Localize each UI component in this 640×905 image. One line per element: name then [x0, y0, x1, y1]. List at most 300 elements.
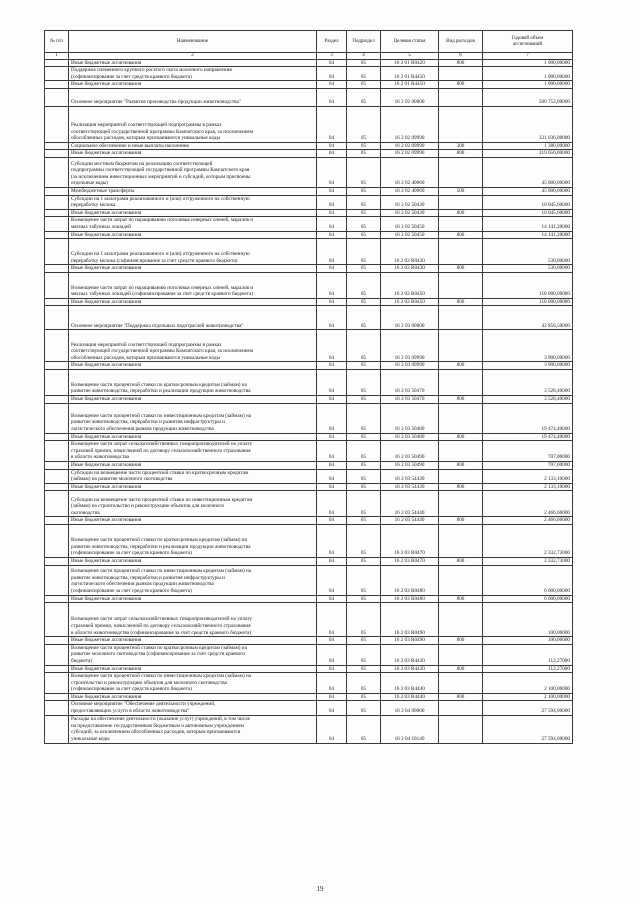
- row-name-line: Иные бюджетные ассигнования: [71, 59, 142, 66]
- row-name-cell: [69, 370, 317, 396]
- col-target-header: Целевая статья: [381, 31, 439, 53]
- target-article-cell: 16 2 03 50480: [381, 403, 439, 433]
- row-name-cell: [69, 644, 317, 665]
- section-cell: 04: [317, 239, 347, 265]
- subsection-cell: 05: [347, 644, 381, 665]
- subsection-cell: 05: [347, 603, 381, 637]
- row-number-cell: [45, 396, 69, 404]
- row-name-cell: [69, 306, 317, 330]
- amount-cell: 3 528,40000: [483, 396, 573, 404]
- amount-cell: 1 000,00000: [483, 67, 573, 81]
- row-name-line: Иные бюджетные ассигнования: [71, 396, 142, 402]
- expense-type-cell: [439, 603, 483, 637]
- target-article-cell: 16 2 03 09990: [381, 362, 439, 370]
- subsection-cell: 05: [347, 637, 381, 645]
- row-name-line: (за исключением инвестиционных мероприятий и субсидий, которым присвоены: [71, 173, 251, 180]
- row-name-line: логистического обеспечения рынков продукции животноводства: [71, 581, 214, 588]
- table-row: [45, 142, 573, 150]
- row-number-cell: [45, 517, 69, 525]
- row-name-line: развитие животноводства, переработки и развития инфраструктуры и: [71, 574, 225, 581]
- amount-header-line1: Годовой объем: [511, 35, 544, 41]
- row-name-line: Основное мероприятие "Обеспечение деятельности учреждений,: [71, 701, 216, 708]
- amount-cell: 6 000,00000: [483, 595, 573, 603]
- section-cell: 04: [317, 195, 347, 209]
- expense-type-cell: 800: [439, 265, 483, 273]
- section-cell: 04: [317, 665, 347, 673]
- expense-type-cell: [439, 67, 483, 81]
- expense-type-cell: [439, 330, 483, 362]
- section-cell: 04: [317, 595, 347, 603]
- table-row: [45, 673, 573, 694]
- row-name-line: Иные бюджетные ассигнования: [71, 665, 142, 672]
- section-cell: 04: [317, 67, 347, 81]
- table-row: [45, 469, 573, 483]
- section-cell: 04: [317, 272, 347, 298]
- subsection-cell: 05: [347, 701, 381, 715]
- table-row: [45, 396, 573, 404]
- section-cell: 04: [317, 142, 347, 150]
- target-article-cell: 16 2 03 00000: [381, 306, 439, 330]
- section-cell: 04: [317, 150, 347, 158]
- row-number-cell: [45, 88, 69, 106]
- target-article-cell: 16 2 03 50470: [381, 396, 439, 404]
- expense-type-cell: [439, 158, 483, 188]
- subsection-cell: 05: [347, 483, 381, 491]
- subsection-cell: 05: [347, 209, 381, 217]
- expense-type-cell: [439, 403, 483, 433]
- expense-type-cell: [439, 644, 483, 665]
- table-row: [45, 524, 573, 557]
- row-number-cell: [45, 106, 69, 142]
- row-name-cell: [69, 595, 317, 603]
- target-article-cell: 16 2 02 50450: [381, 231, 439, 239]
- row-name-cell: [69, 142, 317, 150]
- table-row: [45, 81, 573, 89]
- row-name-cell: [69, 59, 317, 67]
- row-name-line: обособленных расходов, которым присваиваются уникальные коды: [71, 354, 220, 361]
- table-row: [45, 67, 573, 81]
- row-name-cell: [69, 461, 317, 469]
- amount-cell: 19 474,40000: [483, 403, 573, 433]
- row-name-line: Реализация мероприятий соответствующей подпрограммы в рамках: [71, 341, 222, 348]
- target-article-cell: 16 2 04 00000: [381, 701, 439, 715]
- target-article-cell: 16 2 03 R4430: [381, 665, 439, 673]
- target-article-cell: 16 2 02 50430: [381, 209, 439, 217]
- subsection-cell: 05: [347, 461, 381, 469]
- target-article-cell: 16 2 02 09990: [381, 142, 439, 150]
- section-cell: 04: [317, 524, 347, 557]
- subsection-cell: 05: [347, 330, 381, 362]
- col-name-header: Наименование: [69, 31, 317, 53]
- amount-cell: 2 332,73000: [483, 557, 573, 565]
- row-name-line: Иные бюджетные ассигнования: [71, 81, 142, 88]
- table-row: [45, 150, 573, 158]
- row-number-cell: [45, 693, 69, 701]
- expense-type-cell: [439, 88, 483, 106]
- row-name-cell: [69, 396, 317, 404]
- row-name-line: (софинансирование за счет средств краевого бюджета): [71, 550, 192, 557]
- amount-cell: 10 045,60000: [483, 195, 573, 209]
- target-article-cell: 16 2 03 R0470: [381, 557, 439, 565]
- target-article-cell: 16 2 03 R0470: [381, 524, 439, 557]
- amount-cell: 2 133,10000: [483, 483, 573, 491]
- row-name-line: мясных табунных лошадей: [71, 224, 131, 231]
- row-name-cell: [69, 231, 317, 239]
- expense-type-cell: 800: [439, 595, 483, 603]
- amount-cell: 3 528,40000: [483, 370, 573, 396]
- row-name-line: Поддержка племенного крупного рогатого скота молочного направления: [71, 67, 232, 74]
- subsection-cell: 05: [347, 370, 381, 396]
- row-name-line: Иные бюджетные ассигнования: [71, 557, 142, 564]
- row-name-line: Иные бюджетные ассигнования: [71, 265, 142, 272]
- row-name-line: (софинансирование за счет средств краевого бюджета): [71, 686, 192, 693]
- expense-type-cell: 800: [439, 59, 483, 67]
- subsection-cell: 05: [347, 231, 381, 239]
- amount-cell: 19 474,40000: [483, 433, 573, 441]
- amount-cell: 100,00000: [483, 603, 573, 637]
- row-name-line: Возмещение части затрат по наращиванию поголовья северных оленей, маралов и: [71, 284, 254, 291]
- row-name-line: в области животноводства (софинансирование за счет средств краевого бюджета): [71, 629, 252, 636]
- target-article-cell: 16 2 03 R4440: [381, 693, 439, 701]
- row-number-cell: [45, 491, 69, 517]
- row-name-line: Субсидии местным бюджетам на реализацию соответствующей: [71, 160, 213, 167]
- index-cell: 3: [317, 53, 347, 60]
- row-name-cell: [69, 637, 317, 645]
- row-name-line: мясных табунных лошадей (софинансирование за счет средств краевого бюджета): [71, 291, 254, 298]
- amount-cell: 27 594,00000: [483, 715, 573, 743]
- expense-type-cell: 800: [439, 298, 483, 306]
- subsection-cell: 05: [347, 396, 381, 404]
- target-article-cell: 16 2 03 R4440: [381, 673, 439, 694]
- row-name-cell: [69, 265, 317, 273]
- row-name-line: субсидий, за исключением обособленных расходов, которым присваиваются: [71, 729, 241, 736]
- amount-cell: 3 900,00000: [483, 330, 573, 362]
- row-number-cell: [45, 715, 69, 743]
- section-cell: 04: [317, 565, 347, 595]
- subsection-cell: 05: [347, 158, 381, 188]
- row-number-cell: [45, 461, 69, 469]
- row-name-cell: [69, 557, 317, 565]
- subsection-cell: 05: [347, 433, 381, 441]
- row-name-cell: [69, 441, 317, 462]
- row-name-cell: [69, 106, 317, 142]
- section-cell: 04: [317, 403, 347, 433]
- target-article-cell: 16 2 03 54430: [381, 469, 439, 483]
- row-name-cell: [69, 195, 317, 209]
- expense-type-cell: 800: [439, 231, 483, 239]
- row-name-line: развитие молочного скотоводства (софинансирование за счет средств краевого: [71, 651, 245, 658]
- amount-cell: 2 466,60000: [483, 517, 573, 525]
- table-row: [45, 239, 573, 265]
- page-number: 19: [316, 885, 324, 893]
- row-name-cell: [69, 239, 317, 265]
- row-number-cell: [45, 644, 69, 665]
- row-name-line: (софинансирование за счет средств краевого бюджета): [71, 73, 192, 80]
- table-body: [45, 59, 573, 743]
- subsection-cell: 05: [347, 88, 381, 106]
- table-row: [45, 265, 573, 273]
- row-name-line: Основное мероприятие "Развитие производства продукции животноводства": [71, 99, 241, 106]
- row-name-cell: [69, 88, 317, 106]
- table-row: [45, 461, 573, 469]
- row-name-cell: [69, 209, 317, 217]
- table-row: [45, 701, 573, 715]
- target-article-cell: 16 2 03 R4430: [381, 644, 439, 665]
- expense-type-cell: [439, 370, 483, 396]
- table-row: [45, 298, 573, 306]
- subsection-cell: 05: [347, 665, 381, 673]
- row-name-line: строительство и реконструкцию объектов для молочного скотоводства: [71, 679, 227, 686]
- row-name-line: Иные бюджетные ассигнования: [71, 298, 142, 305]
- target-article-cell: 16 2 02 R0430: [381, 265, 439, 273]
- subsection-cell: 05: [347, 265, 381, 273]
- row-name-cell: [69, 298, 317, 306]
- subsection-cell: 05: [347, 715, 381, 743]
- section-cell: 04: [317, 461, 347, 469]
- row-name-line: Субсидии на возмещение части процентной ставки по инвестиционным кредитам: [71, 496, 253, 503]
- amount-cell: 2 332,73000: [483, 524, 573, 557]
- row-number-cell: [45, 469, 69, 483]
- row-number-cell: [45, 67, 69, 81]
- target-article-cell: 16 2 03 R0480: [381, 565, 439, 595]
- target-article-cell: 16 2 03 54430: [381, 483, 439, 491]
- row-name-cell: [69, 565, 317, 595]
- subsection-cell: 05: [347, 67, 381, 81]
- section-cell: 04: [317, 491, 347, 517]
- target-article-cell: 16 2 03 R0480: [381, 595, 439, 603]
- target-article-cell: 16 2 02 00000: [381, 88, 439, 106]
- subsection-cell: 05: [347, 469, 381, 483]
- amount-cell: 2 100,00000: [483, 673, 573, 694]
- table-row: [45, 195, 573, 209]
- row-number-cell: [45, 483, 69, 491]
- table-row: [45, 403, 573, 433]
- row-name-line: соответствующей государственной программы Камчатского края, за исключением: [71, 348, 254, 355]
- row-name-line: уникальные коды: [71, 736, 110, 743]
- subsection-cell: 05: [347, 524, 381, 557]
- row-name-line: Межбюджетные трансферты: [71, 188, 135, 195]
- table-row: [45, 188, 573, 196]
- expense-type-cell: [439, 239, 483, 265]
- row-number-cell: [45, 595, 69, 603]
- row-name-cell: [69, 665, 317, 673]
- col-subsection-header: Подраздел: [347, 31, 381, 53]
- amount-cell: 6 000,00000: [483, 565, 573, 595]
- row-name-line: развитие животноводства, переработки и реализации продукции животноводства: [71, 543, 251, 550]
- expense-type-cell: 800: [439, 433, 483, 441]
- row-name-line: Основное мероприятие "Поддержка отдельных подотраслей животноводства": [71, 322, 244, 329]
- table-row: [45, 595, 573, 603]
- expense-type-cell: 800: [439, 693, 483, 701]
- section-cell: 04: [317, 158, 347, 188]
- target-article-cell: 16 2 02 R0430: [381, 239, 439, 265]
- row-name-line: обособленных расходов, которым присваиваются уникальные коды: [71, 135, 220, 142]
- section-cell: 04: [317, 106, 347, 142]
- section-cell: 04: [317, 637, 347, 645]
- table-row: [45, 106, 573, 142]
- amount-cell: 112,27000: [483, 665, 573, 673]
- amount-cell: 2 100,00000: [483, 693, 573, 701]
- amount-cell: 42 856,50000: [483, 306, 573, 330]
- row-name-cell: [69, 524, 317, 557]
- row-name-cell: [69, 67, 317, 81]
- index-cell: 2: [69, 53, 317, 60]
- row-number-cell: [45, 524, 69, 557]
- section-cell: 04: [317, 330, 347, 362]
- col-type-header: Вид расходов: [439, 31, 483, 53]
- expense-type-cell: 800: [439, 637, 483, 645]
- subsection-cell: 05: [347, 142, 381, 150]
- subsection-cell: 05: [347, 595, 381, 603]
- table-row: [45, 362, 573, 370]
- target-article-cell: 16 2 03 50490: [381, 461, 439, 469]
- row-name-cell: [69, 603, 317, 637]
- expense-type-cell: [439, 715, 483, 743]
- row-name-cell: [69, 433, 317, 441]
- expense-type-cell: [439, 195, 483, 209]
- subsection-cell: 05: [347, 106, 381, 142]
- amount-cell: 707,00000: [483, 461, 573, 469]
- row-name-cell: [69, 217, 317, 231]
- row-number-cell: [45, 330, 69, 362]
- row-number-cell: [45, 557, 69, 565]
- table-row: [45, 715, 573, 743]
- target-article-cell: 16 2 02 40060: [381, 158, 439, 188]
- row-number-cell: [45, 665, 69, 673]
- expense-type-cell: [439, 469, 483, 483]
- row-name-cell: [69, 701, 317, 715]
- row-name-cell: [69, 673, 317, 694]
- section-cell: 04: [317, 265, 347, 273]
- expense-type-cell: 800: [439, 209, 483, 217]
- row-name-line: бюджета): [71, 657, 93, 664]
- target-article-cell: 16 2 01 R4450: [381, 67, 439, 81]
- amount-cell: 112,27000: [483, 644, 573, 665]
- row-name-line: Возмещение части процентной ставки по инвестиционным кредитам (займам) на: [71, 568, 252, 575]
- row-number-cell: [45, 231, 69, 239]
- amount-cell: 110 000,00000: [483, 298, 573, 306]
- row-name-line: страховой премии, начисленной по договору сельскохозяйственного страхования: [71, 447, 251, 454]
- target-article-cell: 16 2 03 54440: [381, 517, 439, 525]
- target-article-cell: 16 2 03 50490: [381, 441, 439, 462]
- row-name-line: скотоводства: [71, 509, 100, 516]
- row-name-line: (софинансирование за счет средств краевого бюджета): [71, 587, 192, 594]
- row-number-cell: [45, 217, 69, 231]
- table-row: [45, 433, 573, 441]
- section-cell: 04: [317, 701, 347, 715]
- table-row: [45, 231, 573, 239]
- table-row: [45, 306, 573, 330]
- index-cell: 7: [483, 53, 573, 60]
- amount-cell: 707,00000: [483, 441, 573, 462]
- subsection-cell: 05: [347, 306, 381, 330]
- row-name-cell: [69, 483, 317, 491]
- expense-type-cell: 800: [439, 483, 483, 491]
- col-amount-header: [483, 31, 573, 53]
- row-number-cell: [45, 195, 69, 209]
- row-number-cell: [45, 403, 69, 433]
- row-name-line: Возмещение части затрат сельскохозяйственных товаропроизводителей на уплату: [71, 441, 253, 448]
- expense-type-cell: 800: [439, 150, 483, 158]
- expense-type-cell: [439, 306, 483, 330]
- row-name-line: (займам) на строительство и реконструкцию объектов для молочного: [71, 503, 225, 510]
- amount-cell: 500 752,00000: [483, 88, 573, 106]
- target-article-cell: 16 2 02 09990: [381, 150, 439, 158]
- row-name-line: Возмещение части процентной ставки по краткосрочным кредитам (займам) на: [71, 644, 247, 651]
- section-cell: 04: [317, 306, 347, 330]
- section-cell: 04: [317, 603, 347, 637]
- subsection-cell: 05: [347, 362, 381, 370]
- expense-type-cell: [439, 272, 483, 298]
- expense-type-cell: [439, 106, 483, 142]
- table-row: [45, 209, 573, 217]
- header-row: [45, 31, 573, 53]
- table-row: [45, 330, 573, 362]
- row-name-line: Субсидии на 1 килограмм реализованного и (или) отгруженного на собственную: [71, 195, 250, 202]
- row-name-line: Возмещение части процентной ставки по краткосрочным кредитам (займам) на: [71, 537, 247, 544]
- target-article-cell: 16 2 03 54440: [381, 491, 439, 517]
- row-name-line: Расходы на обеспечение деятельности (оказание услуг) учреждений, в том числе: [71, 716, 250, 723]
- row-number-cell: [45, 158, 69, 188]
- target-article-cell: 16 2 01 R0420: [381, 59, 439, 67]
- amount-cell: 14 141,20000: [483, 231, 573, 239]
- expense-type-cell: [439, 524, 483, 557]
- row-number-cell: [45, 441, 69, 462]
- amount-cell: 2 133,10000: [483, 469, 573, 483]
- row-number-cell: [45, 265, 69, 273]
- row-name-line: (займам) на развитие молочного скотоводства: [71, 476, 173, 483]
- section-cell: 04: [317, 517, 347, 525]
- row-name-line: Возмещение части затрат по наращиванию поголовья северных оленей, маралов и: [71, 217, 254, 224]
- subsection-cell: 05: [347, 195, 381, 209]
- row-name-cell: [69, 330, 317, 362]
- subsection-cell: 05: [347, 441, 381, 462]
- row-number-cell: [45, 603, 69, 637]
- amount-cell: 100,00000: [483, 637, 573, 645]
- amount-cell: 10 045,60000: [483, 209, 573, 217]
- col-no-header: № п/п: [45, 31, 69, 53]
- row-name-line: Иные бюджетные ассигнования: [71, 595, 142, 602]
- subsection-cell: 05: [347, 150, 381, 158]
- row-name-line: Возмещение части процентной ставки по инвестиционным кредитам (займам) на: [71, 673, 252, 680]
- row-name-cell: [69, 403, 317, 433]
- table-row: [45, 517, 573, 525]
- table-row: [45, 603, 573, 637]
- row-number-cell: [45, 188, 69, 196]
- table-row: [45, 665, 573, 673]
- subsection-cell: 05: [347, 188, 381, 196]
- row-name-cell: [69, 693, 317, 701]
- section-cell: 04: [317, 209, 347, 217]
- table-row: [45, 59, 573, 67]
- subsection-cell: 05: [347, 59, 381, 67]
- row-name-line: Социальное обеспечение и иные выплаты населению: [71, 142, 190, 149]
- row-name-cell: [69, 469, 317, 483]
- section-cell: 04: [317, 644, 347, 665]
- row-name-cell: [69, 362, 317, 370]
- row-name-line: на предоставление государственным бюджетным и автономным учреждениям: [71, 722, 244, 729]
- table-row: [45, 491, 573, 517]
- row-name-line: переработку молока: [71, 202, 116, 209]
- expense-type-cell: [439, 441, 483, 462]
- subsection-cell: 05: [347, 693, 381, 701]
- subsection-cell: 05: [347, 565, 381, 595]
- row-name-line: Иные бюджетные ассигнования: [71, 150, 142, 157]
- row-number-cell: [45, 239, 69, 265]
- target-article-cell: 16 2 03 09990: [381, 330, 439, 362]
- section-cell: 04: [317, 370, 347, 396]
- amount-cell: 2 466,60000: [483, 491, 573, 517]
